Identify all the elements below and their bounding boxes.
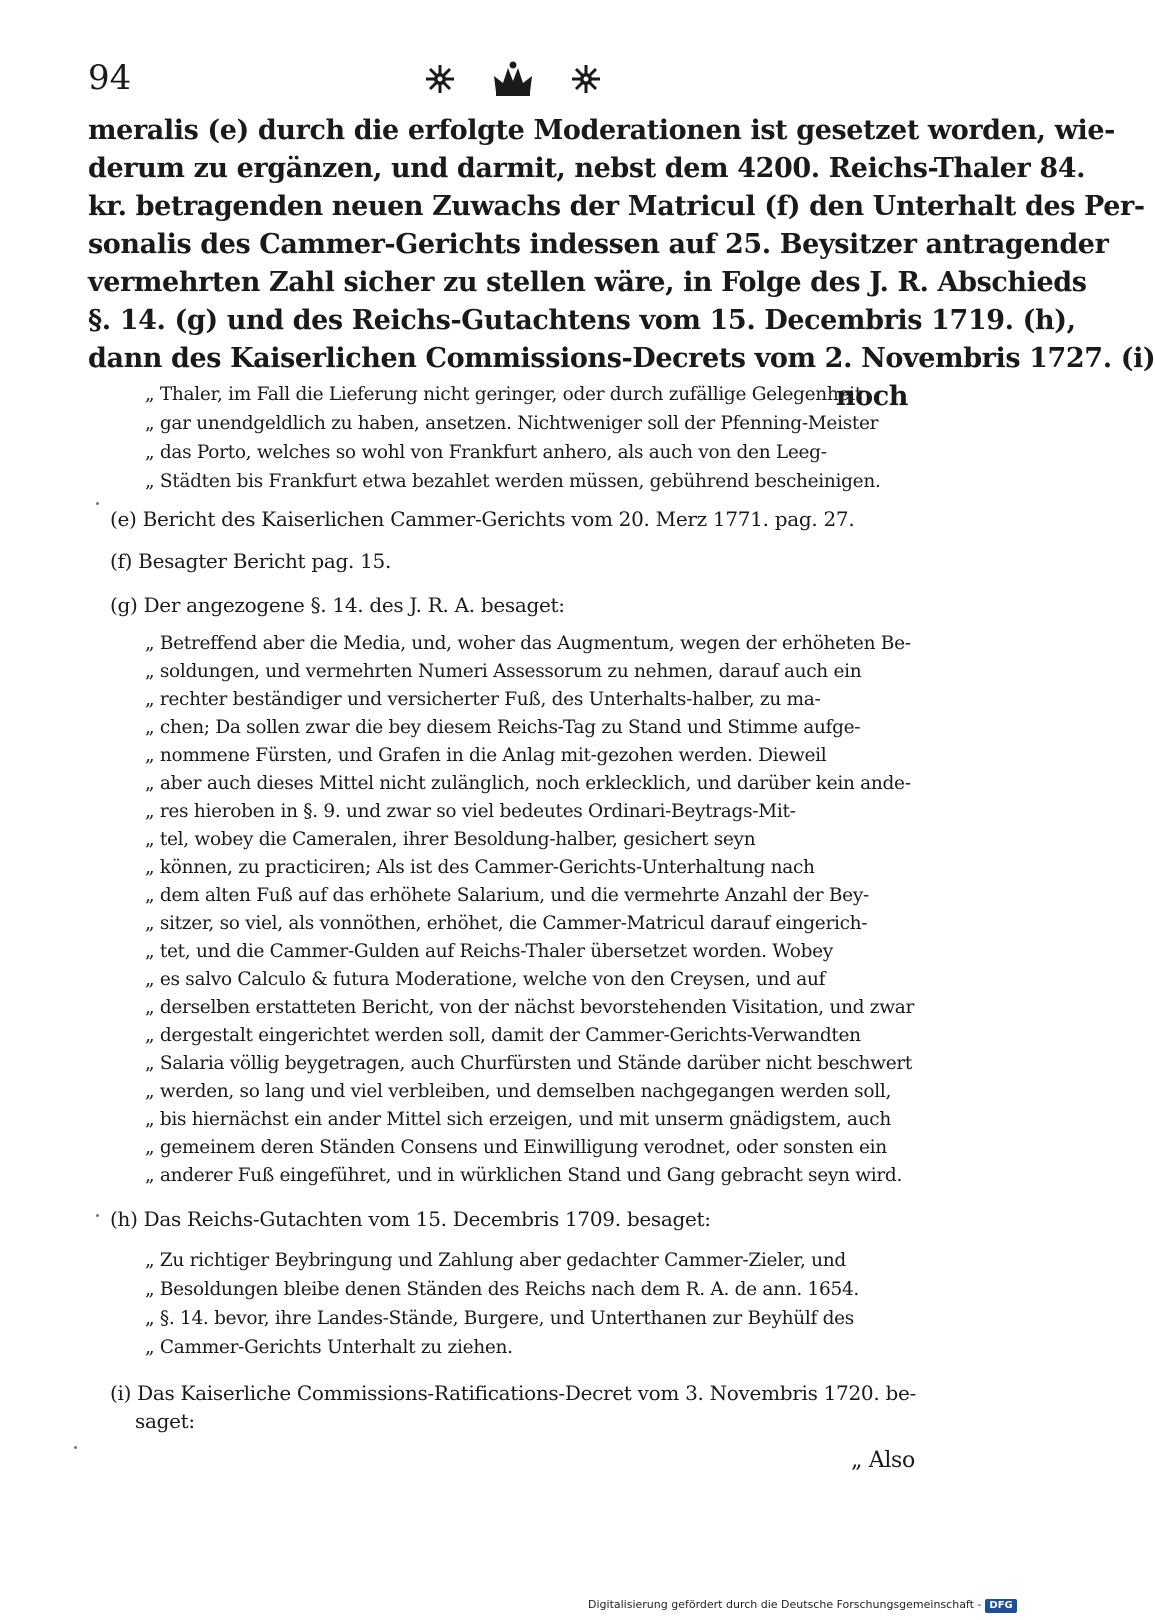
main-text-line: kr. betragenden neuen Zuwachs der Matricul (f) den Unterhalt des Per- <box>88 191 1145 222</box>
quote-line: „ Städten bis Frankfurt etwa bezahlet werden müssen, gebührend bescheinigen. <box>145 471 881 492</box>
catchword: noch <box>835 381 908 412</box>
quote-line: „ dergestalt eingerichtet werden soll, damit der Cammer-Gerichts-Verwandten <box>145 1025 861 1046</box>
flower-crown-flower-ornament-icon <box>418 60 608 98</box>
print-speck <box>74 1446 77 1449</box>
footnote-e: (e) Bericht des Kaiserlichen Cammer-Gerichts vom 20. Merz 1771. pag. 27. <box>110 507 855 531</box>
footnote-h-quote <box>145 1246 915 1362</box>
print-speck <box>96 1214 99 1217</box>
print-speck <box>96 502 99 505</box>
quote-line: „ das Porto, welches so wohl von Frankfurt anhero, als auch von den Leeg- <box>145 442 827 463</box>
footnote-g: (g) Der angezogene §. 14. des J. R. A. besaget: <box>110 593 565 617</box>
quote-line: „ Salaria völlig beygetragen, auch Churfürsten und Stände darüber nicht beschwert <box>145 1053 913 1074</box>
digitization-footer <box>588 1596 1017 1614</box>
footnote-i: (i) Das Kaiserliche Commissions-Ratifications-Decret vom 3. Novembris 1720. be- <box>110 1381 916 1405</box>
quote-line: „ dem alten Fuß auf das erhöhete Salarium, und die vermehrte Anzahl der Bey- <box>145 885 869 906</box>
main-text-line: vermehrten Zahl sicher zu stellen wäre, in Folge des J. R. Abschieds <box>88 267 1087 298</box>
footnote-g-quote <box>145 630 915 1190</box>
quote-line: „ chen; Da sollen zwar die bey diesem Reichs-Tag zu Stand und Stimme aufge- <box>145 717 861 738</box>
quote-line: „ sitzer, so viel, als vonnöthen, erhöhet, die Cammer-Matricul darauf eingerich- <box>145 913 868 934</box>
page-number: 94 <box>88 58 132 98</box>
main-text-line: sonalis des Cammer-Gerichts indessen auf 25. Beysitzer antragender <box>88 229 1109 260</box>
main-text-line: meralis (e) durch die erfolgte Moderationen ist gesetzet worden, wie- <box>88 115 1115 146</box>
quote-line: „ nommene Fürsten, und Grafen in die Anlag mit-gezohen werden. Dieweil <box>145 745 827 766</box>
quote-line: „ werden, so lang und viel verbleiben, und demselben nachgegangen werden soll, <box>145 1081 892 1102</box>
quote-line: „ anderer Fuß eingeführet, und in würklichen Stand und Gang gebracht seyn wird. <box>145 1165 903 1186</box>
main-text <box>88 112 1155 416</box>
quote-line: „ soldungen, und vermehrten Numeri Assessorum zu nehmen, darauf auch ein <box>145 661 862 682</box>
footnote-quote-continued <box>145 380 915 496</box>
quote-line: „ Betreffend aber die Media, und, woher das Augmentum, wegen der erhöheten Be- <box>145 633 911 654</box>
quote-catchword-block <box>145 1446 915 1475</box>
quote-line: „ gemeinem deren Ständen Consens und Einwilligung verodnet, oder sonsten ein <box>145 1137 887 1158</box>
footnote-i-continued: saget: <box>135 1409 195 1433</box>
dfg-logo: DFG <box>985 1599 1016 1613</box>
quote-line: „ Cammer-Gerichts Unterhalt zu ziehen. <box>145 1337 513 1358</box>
quote-line: „ tet, und die Cammer-Gulden auf Reichs-Thaler übersetzet worden. Wobey <box>145 941 833 962</box>
main-text-line: dann des Kaiserlichen Commissions-Decrets vom 2. Novembris 1727. (i) <box>88 343 1155 374</box>
footnote-h: (h) Das Reichs-Gutachten vom 15. Decembris 1709. besaget: <box>110 1207 711 1231</box>
quote-line: „ tel, wobey die Cameralen, ihrer Besoldung-halber, gesichert seyn <box>145 829 756 850</box>
main-text-line: derum zu ergänzen, und darmit, nebst dem 4200. Reichs-Thaler 84. <box>88 153 1086 184</box>
quote-line: „ aber auch dieses Mittel nicht zulänglich, noch erklecklich, und darüber kein ande- <box>145 773 911 794</box>
quote-line: „ gar unendgeldlich zu haben, ansetzen. Nichtweniger soll der Pfenning-Meister <box>145 413 879 434</box>
quote-line: „ Thaler, im Fall die Lieferung nicht geringer, oder durch zufällige Gelegenheit <box>145 384 862 405</box>
quote-line: „ es salvo Calculo & futura Moderatione, welche von den Creysen, und auf <box>145 969 826 990</box>
quote-line: „ Zu richtiger Beybringung und Zahlung aber gedachter Cammer-Zieler, und <box>145 1250 846 1271</box>
quote-line: „ können, zu practiciren; Als ist des Cammer-Gerichts-Unterhaltung nach <box>145 857 815 878</box>
quote-line: „ Besoldungen bleibe denen Ständen des Reichs nach dem R. A. de ann. 1654. <box>145 1279 859 1300</box>
footnote-f: (f) Besagter Bericht pag. 15. <box>110 549 391 573</box>
quote-line: „ res hieroben in §. 9. und zwar so viel bedeutes Ordinari-Beytrags-Mit- <box>145 801 796 822</box>
quote-line: „ derselben erstatteten Bericht, von der nächst bevorstehenden Visitation, und zwar <box>145 997 915 1018</box>
quote-line: „ bis hiernächst ein ander Mittel sich erzeigen, und mit unserm gnädigstem, auch <box>145 1109 891 1130</box>
quote-line: „ rechter beständiger und versicherter Fuß, des Unterhalts-halber, zu ma- <box>145 689 821 710</box>
page-header <box>88 52 908 102</box>
main-text-line: §. 14. (g) und des Reichs-Gutachtens vom 15. Decembris 1719. (h), <box>88 305 1076 336</box>
quote-line: „ §. 14. bevor, ihre Landes-Stände, Burgere, und Unterthanen zur Beyhülf des <box>145 1308 854 1329</box>
quote-catchword: „ Also <box>850 1448 915 1473</box>
footer-text: Digitalisierung gefördert durch die Deutsche Forschungsgemeinschaft - <box>588 1598 982 1611</box>
